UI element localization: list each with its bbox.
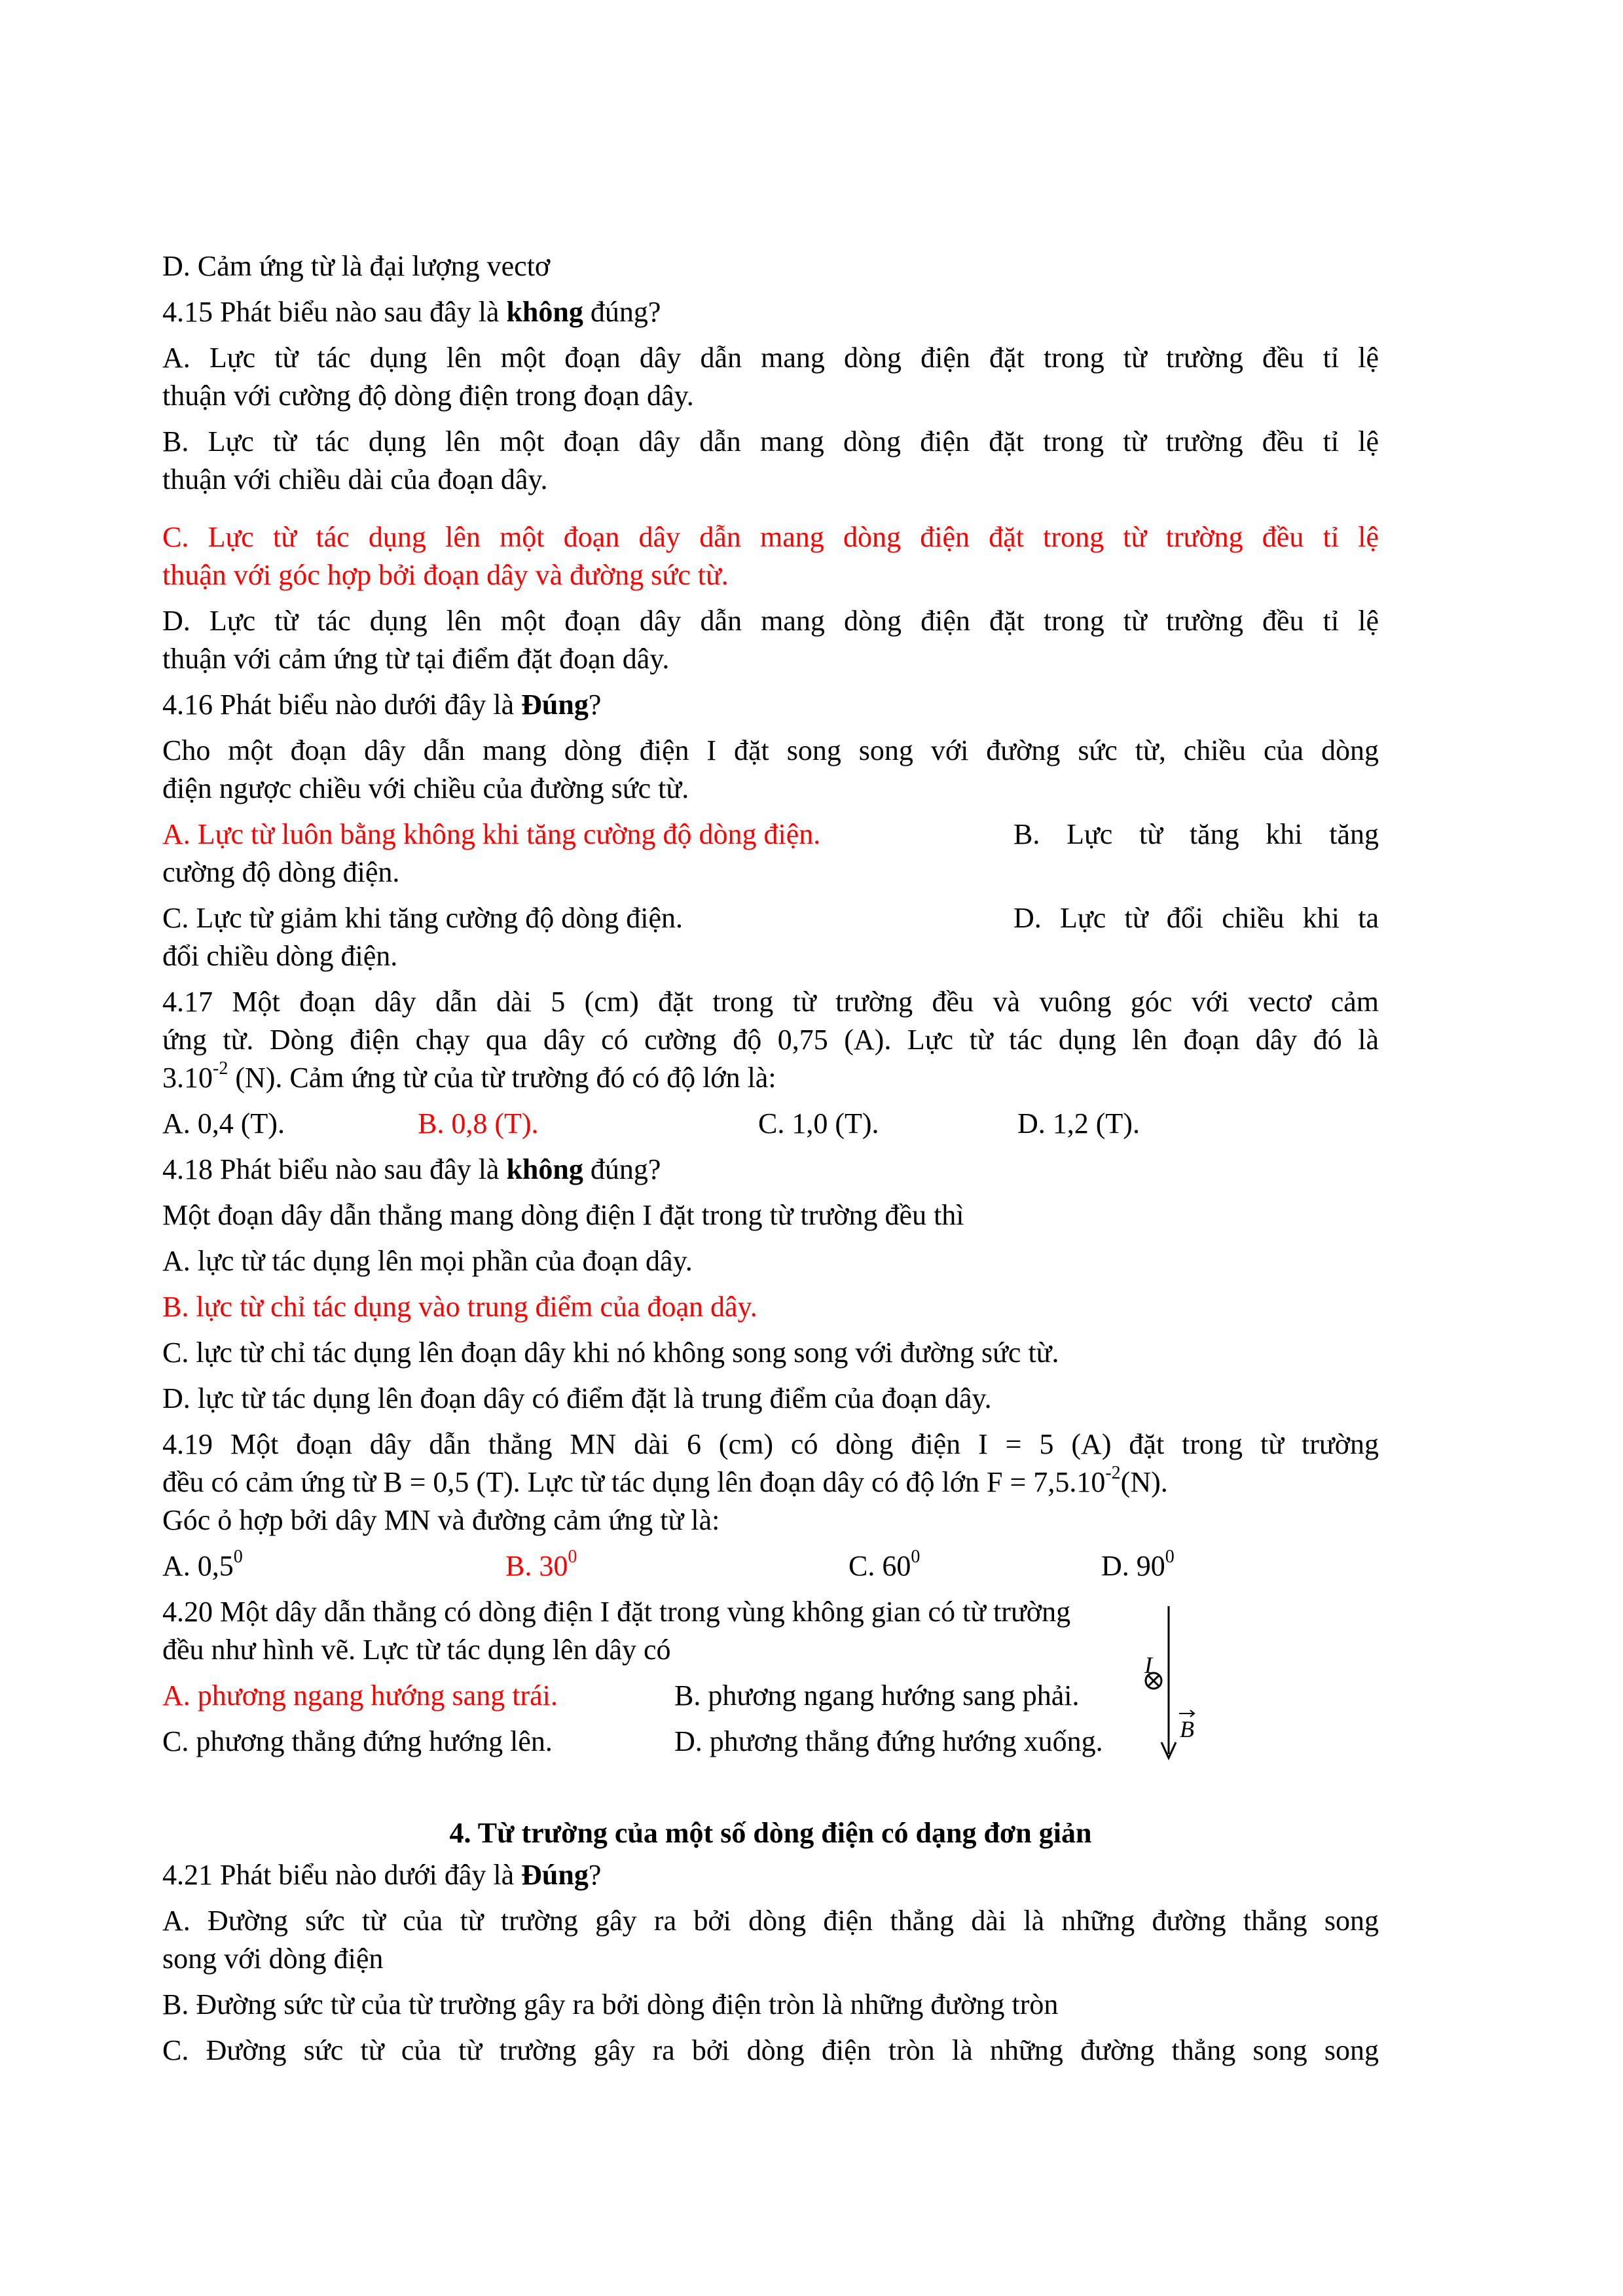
q417-option-a: A. 0,4 (T).	[162, 1107, 285, 1139]
q419-option-d-value: D. 90	[1101, 1550, 1165, 1582]
q420-line2: đều như hình vẽ. Lực từ tác dụng lên dây có	[162, 1634, 671, 1666]
q416-option-d-line1: D. Lực từ đổi chiều khi ta	[1013, 902, 1379, 934]
q419-line2-unit: (N).	[1120, 1466, 1168, 1498]
q415-option-d-line2: thuận với cảm ứng từ tại điểm đặt đoạn dây.	[162, 643, 670, 675]
q-stem-tail: ?	[588, 1859, 602, 1891]
q-stem-tail: đúng?	[583, 1153, 661, 1185]
q419-option-b-correct	[505, 1547, 577, 1585]
q419-option-c	[848, 1547, 920, 1585]
q-emphasis: không	[506, 1153, 583, 1185]
q-stem: 4.16 Phát biểu nào dưới đây là	[162, 689, 522, 721]
q417-line1: 4.17 Một đoạn dây dẫn dài 5 (cm) đặt trong từ trường đều và vuông góc với vectơ cảm	[162, 986, 1379, 1018]
q419-option-d	[1101, 1547, 1175, 1585]
q416-stem-line2: điện ngược chiều với chiều của đường sức từ.	[162, 772, 689, 804]
q421-option-a-line2: song với dòng điện	[162, 1943, 384, 1975]
q421-option-b: B. Đường sức từ của từ trường gây ra bởi dòng điện tròn là những đường tròn	[162, 1988, 1059, 2020]
degree-mark: 0	[1165, 1547, 1175, 1568]
q420-option-b: B. phương ngang hướng sang phải.	[674, 1679, 1080, 1712]
q416-stem-line1: Cho một đoạn dây dẫn mang dòng điện I đặt song song với đường sức từ, chiều của dòng	[162, 734, 1379, 766]
degree-mark: 0	[911, 1547, 921, 1568]
q417-value: 3.10	[162, 1062, 213, 1094]
q417-option-d: D. 1,2 (T).	[1017, 1107, 1140, 1139]
q416-option-b-line1: B. Lực từ tăng khi tăng	[1013, 818, 1379, 850]
q418-option-c: C. lực từ chỉ tác dụng lên đoạn dây khi nó không song song với đường sức từ.	[162, 1336, 1059, 1369]
q-stem-tail: ?	[588, 689, 602, 721]
q420-line1: 4.20 Một dây dẫn thẳng có dòng điện I đặt trong vùng không gian có từ trường	[162, 1596, 1071, 1628]
q420-option-c: C. phương thẳng đứng hướng lên.	[162, 1725, 553, 1757]
q-stem: 4.21 Phát biểu nào dưới đây là	[162, 1859, 522, 1891]
q-emphasis: Đúng	[521, 689, 589, 721]
q417-line3-tail: (N). Cảm ứng từ của từ trường đó có độ lớn là:	[228, 1062, 776, 1094]
q415-option-b-line1: B. Lực từ tác dụng lên một đoạn dây dẫn mang dòng điện đặt trong từ trường đều tỉ lệ	[162, 425, 1379, 457]
q416-option-a-correct: A. Lực từ luôn bằng không khi tăng cường độ dòng điện.	[162, 818, 821, 850]
q-emphasis: Đúng	[521, 1859, 589, 1891]
magnetic-field-figure	[1113, 1597, 1211, 1767]
q415-option-a-line2: thuận với cường độ dòng điện trong đoạn dây.	[162, 380, 694, 412]
q415-option-c-line1-correct: C. Lực từ tác dụng lên một đoạn dây dẫn mang dòng điện đặt trong từ trường đều tỉ lệ	[162, 521, 1379, 553]
q419-line2-text: đều có cảm ứng từ B = 0,5 (T). Lực từ tác dụng lên đoạn dây có độ lớn F = 7,5.10	[162, 1466, 1106, 1498]
q416-option-c: C. Lực từ giảm khi tăng cường độ dòng điện.	[162, 902, 684, 934]
current-label: I	[1144, 1652, 1152, 1678]
q419-option-b-value: B. 30	[505, 1550, 568, 1582]
q419-line3: Góc ỏ hợp bởi dây MN và đường cảm ứng từ là:	[162, 1504, 720, 1536]
q419-exponent: -2	[1105, 1463, 1121, 1484]
q421-option-c: C. Đường sức từ của từ trường gây ra bởi dòng điện tròn là những đường thẳng song song	[162, 2034, 1379, 2066]
q417-exponent: -2	[213, 1058, 228, 1079]
q419-option-a	[162, 1547, 243, 1585]
q419-option-c-value: C. 60	[848, 1550, 911, 1582]
question-4-15	[162, 293, 1379, 331]
q421-option-a-line1: A. Đường sức từ của từ trường gây ra bởi dòng điện thẳng dài là những đường thẳng song	[162, 1905, 1379, 1937]
degree-mark: 0	[568, 1547, 577, 1568]
q416-option-d-line2: đổi chiều dòng điện.	[162, 940, 398, 972]
field-label: B	[1180, 1716, 1194, 1742]
degree-mark: 0	[233, 1547, 243, 1568]
q420-option-a-correct: A. phương ngang hướng sang trái.	[162, 1679, 558, 1712]
q-stem-tail: đúng?	[583, 296, 661, 328]
q418-option-b-correct: B. lực từ chỉ tác dụng vào trung điểm của đoạn dây.	[162, 1291, 757, 1323]
q419-option-a-value: A. 0,5	[162, 1550, 234, 1582]
question-4-16	[162, 686, 1379, 724]
q415-option-b-line2: thuận với chiều dài của đoạn dây.	[162, 463, 548, 495]
question-4-21	[162, 1856, 1379, 1894]
q417-option-c: C. 1,0 (T).	[758, 1107, 879, 1139]
q415-option-d-line1: D. Lực từ tác dụng lên một đoạn dây dẫn mang dòng điện đặt trong từ trường đều tỉ lệ	[162, 605, 1379, 637]
q418-option-a: A. lực từ tác dụng lên mọi phần của đoạn dây.	[162, 1245, 693, 1277]
q-emphasis: không	[506, 296, 583, 328]
q-stem: 4.15 Phát biểu nào sau đây là	[162, 296, 507, 328]
q417-option-b-correct: B. 0,8 (T).	[418, 1107, 539, 1139]
q418-option-d: D. lực từ tác dụng lên đoạn dây có điểm đặt là trung điểm của đoạn dây.	[162, 1382, 992, 1414]
question-4-18	[162, 1151, 1379, 1189]
q415-option-a-line1: A. Lực từ tác dụng lên một đoạn dây dẫn mang dòng điện đặt trong từ trường đều tỉ lệ	[162, 342, 1379, 374]
q415-option-c-line2-correct: thuận với góc hợp bởi đoạn dây và đường sức từ.	[162, 559, 729, 591]
q416-option-b-line2: cường độ dòng điện.	[162, 856, 400, 888]
q417-line2: ứng từ. Dòng điện chạy qua dây có cường độ 0,75 (A). Lực từ tác dụng lên đoạn dây đó là	[162, 1024, 1379, 1056]
q419-line1: 4.19 Một đoạn dây dẫn thẳng MN dài 6 (cm) có dòng điện I = 5 (A) đặt trong từ trường	[162, 1428, 1379, 1460]
q419-line2	[162, 1463, 1379, 1501]
section-heading: 4. Từ trường của một số dòng điện có dạng đơn giản	[449, 1817, 1092, 1849]
prev-option-d: D. Cảm ứng từ là đại lượng vectơ	[162, 250, 551, 282]
q418-stem: Một đoạn dây dẫn thẳng mang dòng điện I đặt trong từ trường đều thì	[162, 1199, 964, 1231]
q417-line3	[162, 1059, 1379, 1097]
q-stem: 4.18 Phát biểu nào sau đây là	[162, 1153, 507, 1185]
q420-option-d: D. phương thẳng đứng hướng xuống.	[674, 1725, 1103, 1757]
